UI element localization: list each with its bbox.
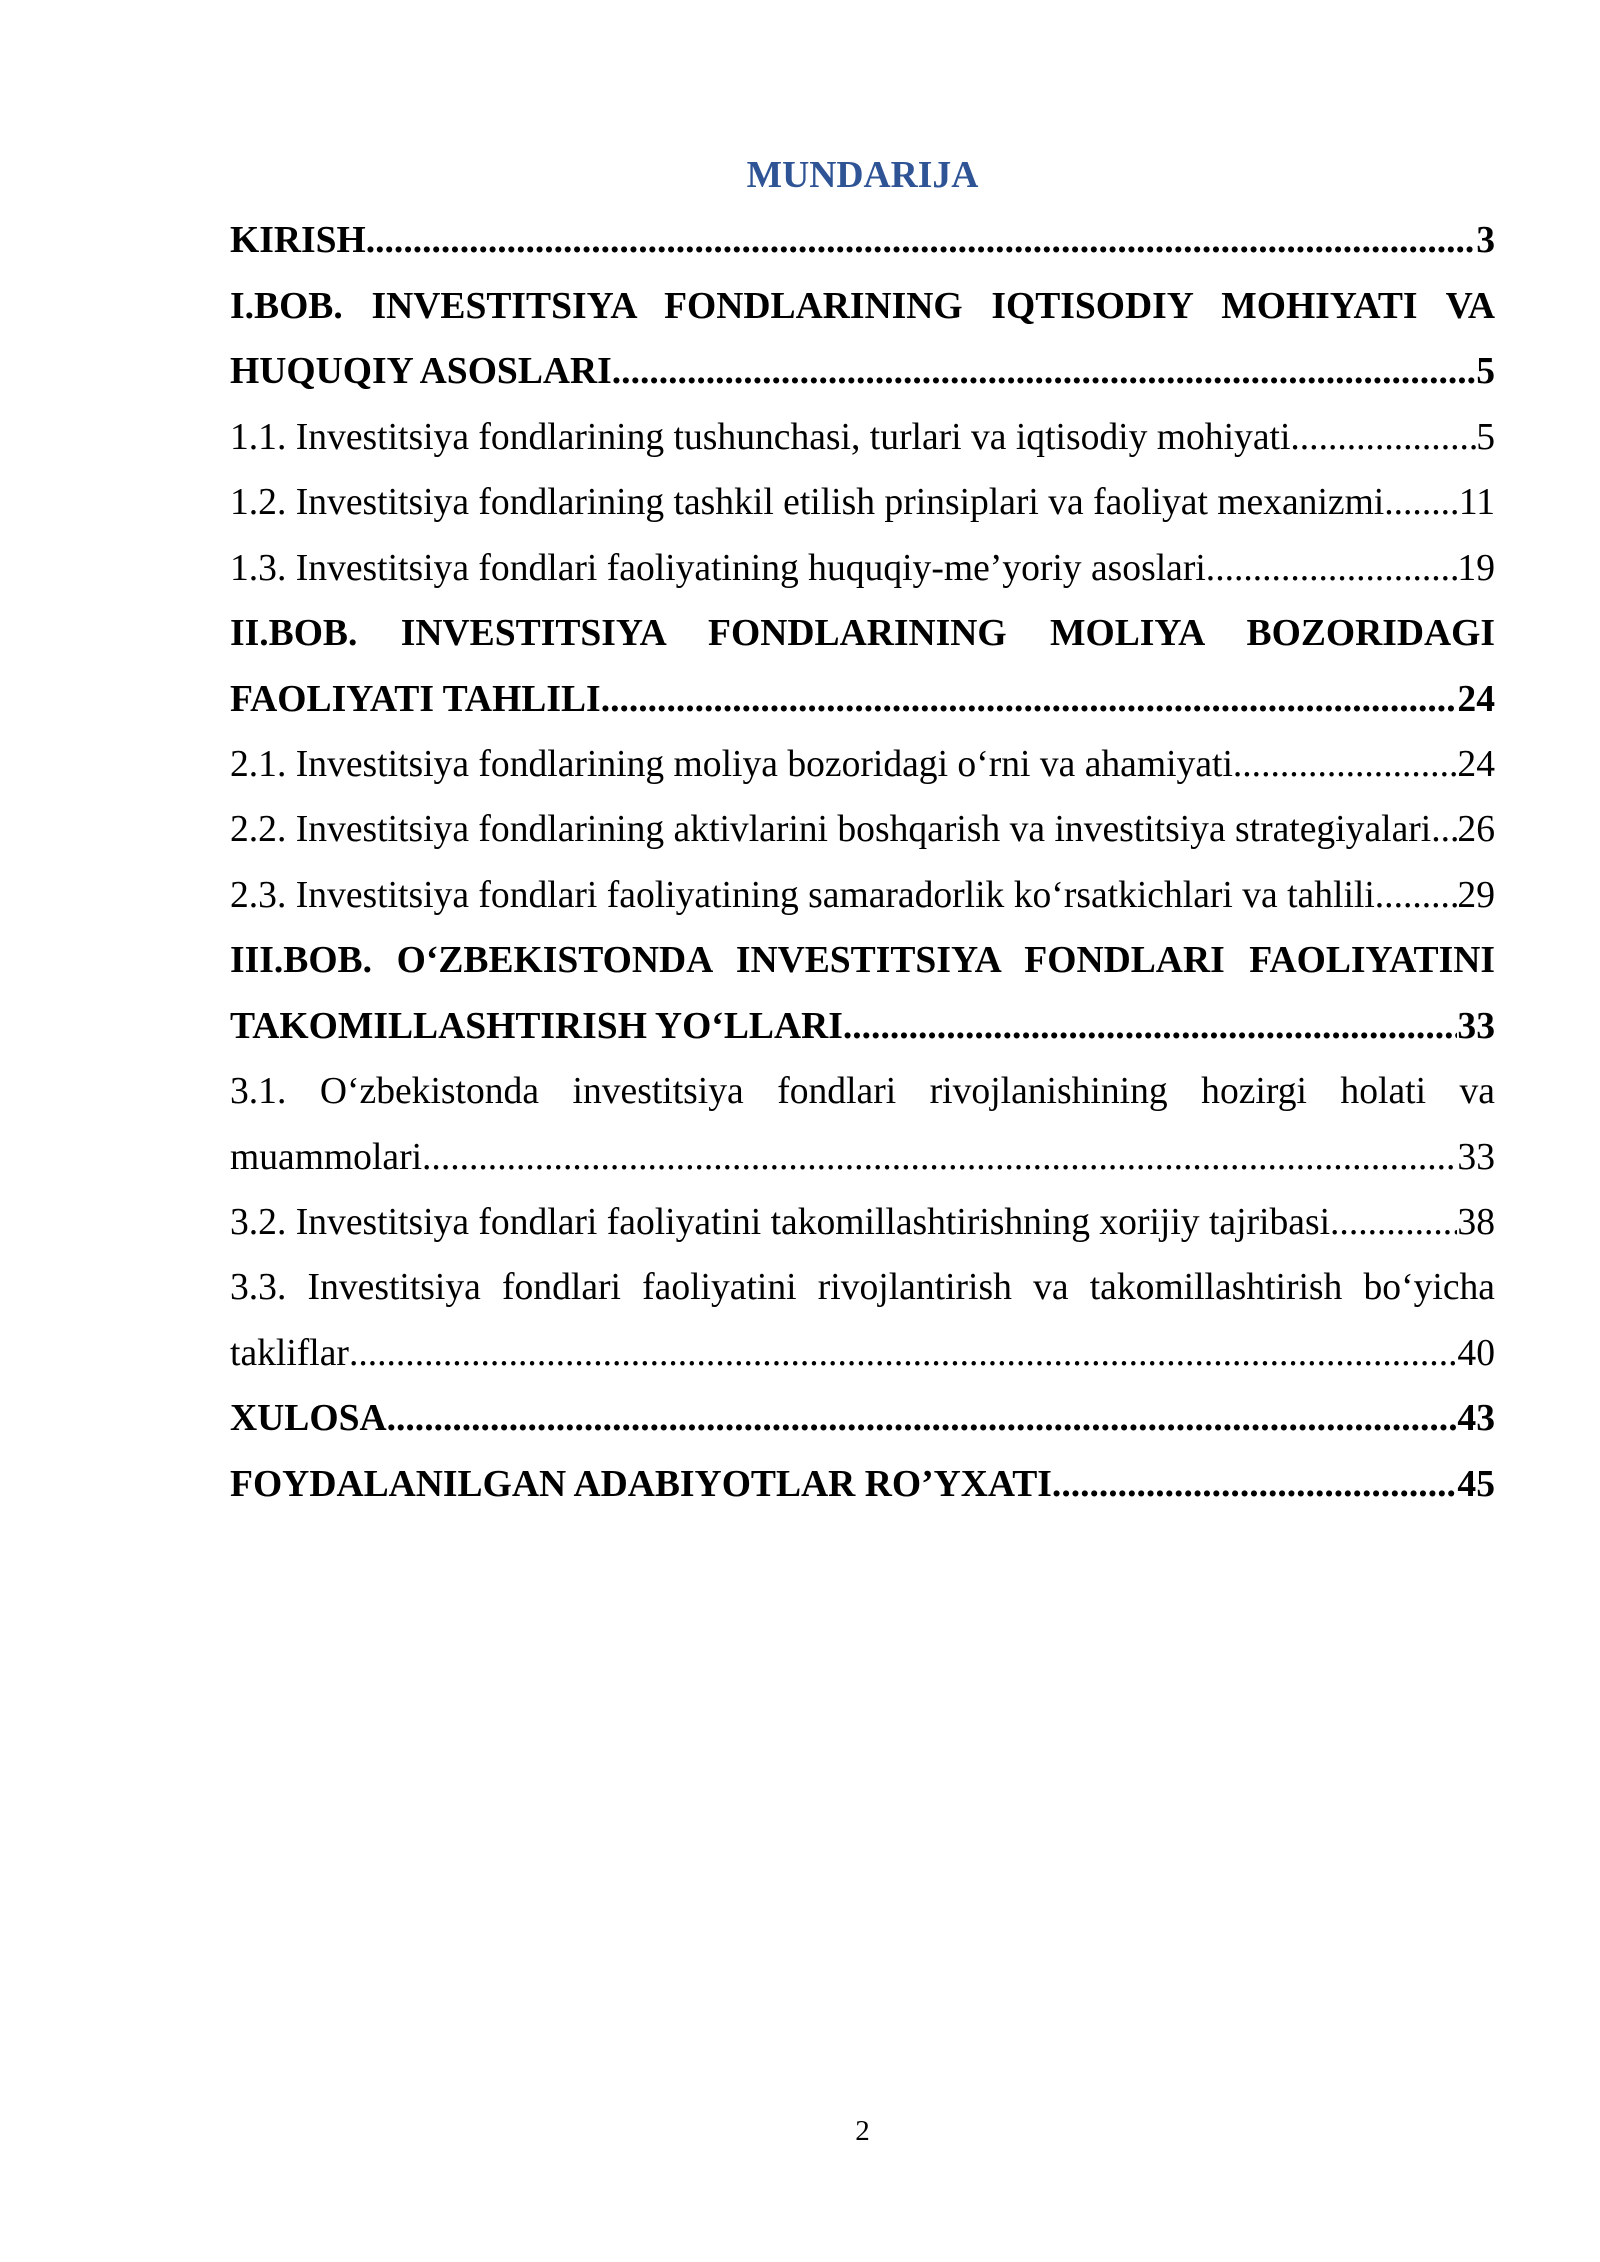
toc-entry-text: III.BOB. O‘ZBEKISTONDA INVESTITSIYA FONDLARI FAOLIYATINI <box>230 940 1495 982</box>
toc-page-number: 24 <box>1457 678 1495 720</box>
toc-page-number: 40 <box>1457 1332 1495 1374</box>
toc-page-number: 3 <box>1476 220 1495 262</box>
toc-title: MUNDARIJA <box>746 155 979 196</box>
toc-entry-last-line <box>230 1125 1495 1190</box>
toc-entry <box>230 274 1495 405</box>
toc-entry-last-line <box>230 208 1495 273</box>
toc-entry-text: 2.3. Investitsiya fondlari faoliyatining samaradorlik ko‘rsatkichlari va tahlili <box>230 874 1375 916</box>
toc-entry-last-line <box>230 1190 1495 1255</box>
toc-entry-last-line <box>230 863 1495 928</box>
toc-dot-leader <box>1384 470 1459 535</box>
toc-dot-leader <box>1206 536 1458 601</box>
toc-dot-leader <box>1233 732 1458 797</box>
toc-entry-text: 1.3. Investitsiya fondlari faoliyatining huquqiy-me’yoriy asoslari <box>230 547 1206 589</box>
toc-entry <box>230 732 1495 797</box>
toc-entry-text: HUQUQIY ASOSLARI <box>230 351 612 393</box>
toc-entry-last-line <box>230 536 1495 601</box>
toc-dot-leader <box>1375 863 1458 928</box>
toc-page-number: 5 <box>1476 416 1495 458</box>
toc-entry <box>230 601 1495 732</box>
toc-entry-text: KIRISH <box>230 220 366 262</box>
table-of-contents <box>230 143 1495 1517</box>
toc-entry-last-line <box>230 470 1495 535</box>
toc-entry-text: 3.3. Investitsiya fondlari faoliyatini rivojlantirish va takomillashtirish bo‘yicha <box>230 1267 1495 1309</box>
toc-page-number: 33 <box>1457 1005 1495 1047</box>
toc-dot-leader <box>422 1125 1457 1190</box>
toc-dot-leader <box>601 667 1458 732</box>
toc-entry-text: TAKOMILLASHTIRISH YO‘LLARI <box>230 1005 843 1047</box>
toc-entry-text: II.BOB. INVESTITSIYA FONDLARINING MOLIYA BOZORIDAGI <box>230 613 1495 655</box>
toc-entry <box>230 863 1495 928</box>
toc-entry-text: muammolari <box>230 1136 423 1178</box>
toc-page-number: 45 <box>1457 1463 1495 1505</box>
toc-entry <box>230 1255 1495 1386</box>
toc-dot-leader <box>1441 797 1458 862</box>
toc-page-number: 38 <box>1457 1202 1495 1243</box>
toc-page-number: 11 <box>1458 482 1495 524</box>
toc-entry <box>230 928 1495 1059</box>
toc-entry-text: 3.2. Investitsiya fondlari faoliyatini takomillashtirishning xorijiy tajribasi <box>230 1202 1331 1243</box>
toc-entry <box>230 1190 1495 1255</box>
toc-entry-text: 2.1. Investitsiya fondlarining moliya bozoridagi o‘rni va ahamiyati <box>230 743 1233 785</box>
toc-entry-text: 1.2. Investitsiya fondlarining tashkil etilish prinsiplari va faoliyat mexanizmi <box>230 482 1385 524</box>
toc-dot-leader <box>1052 1452 1458 1517</box>
toc-entry <box>230 208 1495 273</box>
toc-entry-text: FAOLIYATI TAHLILI <box>230 678 601 720</box>
toc-entry <box>230 405 1495 470</box>
toc-page-number: 26 <box>1457 809 1495 851</box>
toc-entry-last-line <box>230 732 1495 797</box>
toc-entry-last-line <box>230 667 1495 732</box>
toc-dot-leader <box>366 208 1476 273</box>
toc-entry <box>230 536 1495 601</box>
toc-entry-last-line <box>230 1321 1495 1386</box>
toc-entry-text: 1.1. Investitsiya fondlarining tushunchasi, turlari va iqtisodiy mohiyati <box>230 416 1291 458</box>
toc-page-number: 19 <box>1457 547 1495 589</box>
toc-entry-last-line <box>230 1386 1495 1451</box>
toc-dot-leader <box>387 1386 1458 1451</box>
toc-entry <box>230 1452 1495 1517</box>
toc-entry-last-line <box>230 994 1495 1059</box>
toc-entry-text: FOYDALANILGAN ADABIYOTLAR RO’YXATI <box>230 1463 1052 1505</box>
toc-entry-last-line <box>230 339 1495 404</box>
toc-page-number: 24 <box>1457 743 1495 785</box>
toc-dot-leader <box>1290 405 1476 470</box>
toc-dot-leader <box>1330 1190 1457 1255</box>
toc-entry <box>230 797 1495 862</box>
toc-page-number: 5 <box>1476 351 1495 393</box>
toc-entry-text: XULOSA <box>230 1398 387 1440</box>
toc-dot-leader <box>843 994 1458 1059</box>
toc-page-number: 43 <box>1457 1398 1495 1440</box>
toc-entry-last-line <box>230 797 1495 862</box>
toc-entry-text: I.BOB. INVESTITSIYA FONDLARINING IQTISODIY MOHIYATI VA <box>230 285 1495 327</box>
toc-list <box>230 208 1495 1517</box>
toc-entry-text: 3.1. O‘zbekistonda investitsiya fondlari rivojlanishining hozirgi holati va <box>230 1071 1495 1113</box>
toc-entry-last-line <box>230 405 1495 470</box>
toc-dot-leader <box>349 1321 1457 1386</box>
toc-entry-text: takliflar <box>230 1332 349 1374</box>
toc-entry-last-line <box>230 1452 1495 1517</box>
toc-page-number: 33 <box>1457 1136 1495 1178</box>
page-number: 2 <box>855 2115 870 2147</box>
toc-entry <box>230 1386 1495 1451</box>
toc-entry-text: 2.2. Investitsiya fondlarining aktivlarini boshqarish va investitsiya strategiyalari. <box>230 809 1441 851</box>
toc-entry <box>230 470 1495 535</box>
toc-page-number: 29 <box>1457 874 1495 916</box>
toc-entry <box>230 1059 1495 1190</box>
toc-dot-leader <box>612 339 1476 404</box>
